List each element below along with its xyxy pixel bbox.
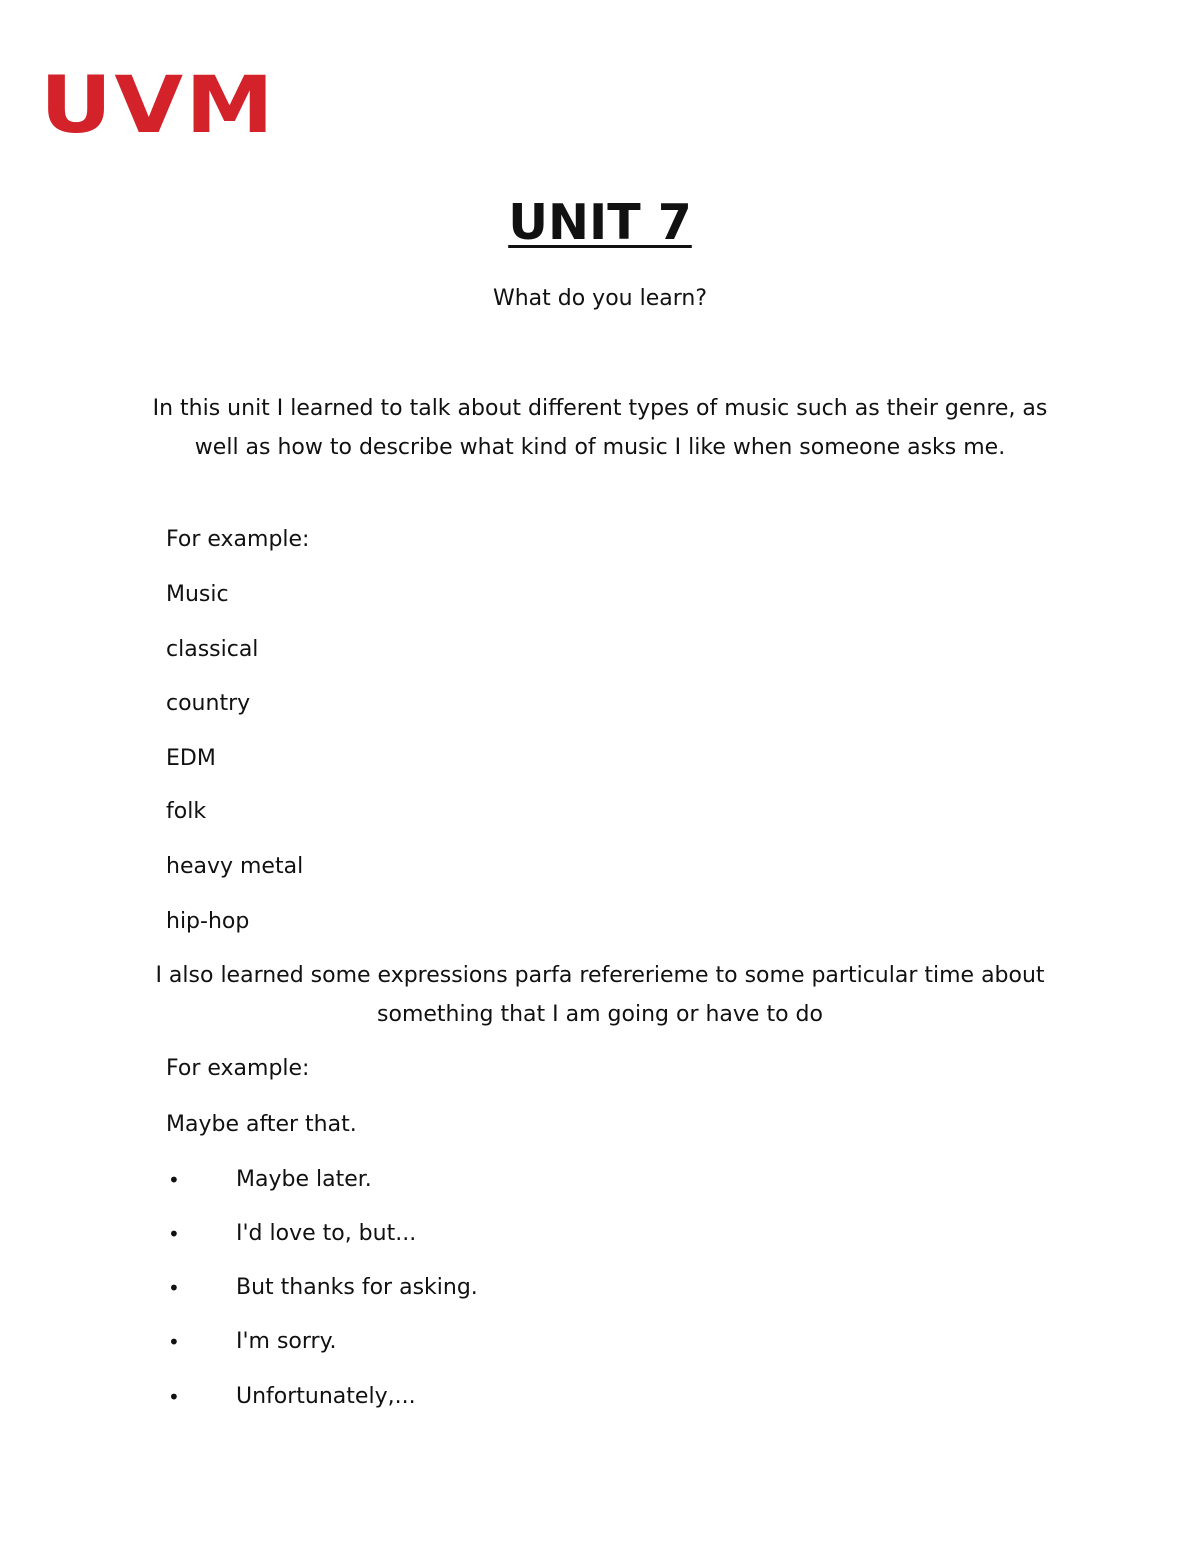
intro-paragraph: In this unit I learned to talk about different types of music such as their genre, as well as how to describe what kind of music I like when someone asks me. [152, 396, 1048, 460]
music-list-item: heavy metal [166, 854, 304, 879]
bullet-text: I'd love to, but... [236, 1221, 417, 1246]
bullet-text: I'm sorry. [236, 1329, 337, 1354]
bullet-icon: • [168, 1168, 180, 1192]
example-label: For example: [166, 1056, 310, 1081]
bullet-icon: • [168, 1222, 180, 1246]
music-list-item: Music [166, 582, 229, 607]
uvm-logo [40, 70, 280, 136]
bullet-icon: • [168, 1276, 180, 1300]
music-list-item: classical [166, 637, 259, 662]
bullet-text: Unfortunately,... [236, 1384, 416, 1409]
bullet-text: Maybe later. [236, 1167, 372, 1192]
page-title: UNIT 7 [508, 194, 692, 251]
example-label: For example: [166, 527, 310, 552]
music-list-item: EDM [166, 746, 216, 771]
music-list-item: country [166, 691, 251, 716]
subtitle: What do you learn? [492, 286, 708, 311]
bullet-icon: • [168, 1385, 180, 1409]
bullet-text: But thanks for asking. [236, 1275, 478, 1300]
expressions-paragraph: I also learned some expressions parfa refererieme to some particular time about something that I am going or have to do [155, 963, 1045, 1027]
music-list-item: folk [166, 799, 207, 824]
expression-intro: Maybe after that. [166, 1112, 357, 1137]
uvm-logo-text: UVM [40, 70, 276, 136]
music-list-item: hip-hop [166, 909, 250, 934]
bullet-icon: • [168, 1330, 180, 1354]
